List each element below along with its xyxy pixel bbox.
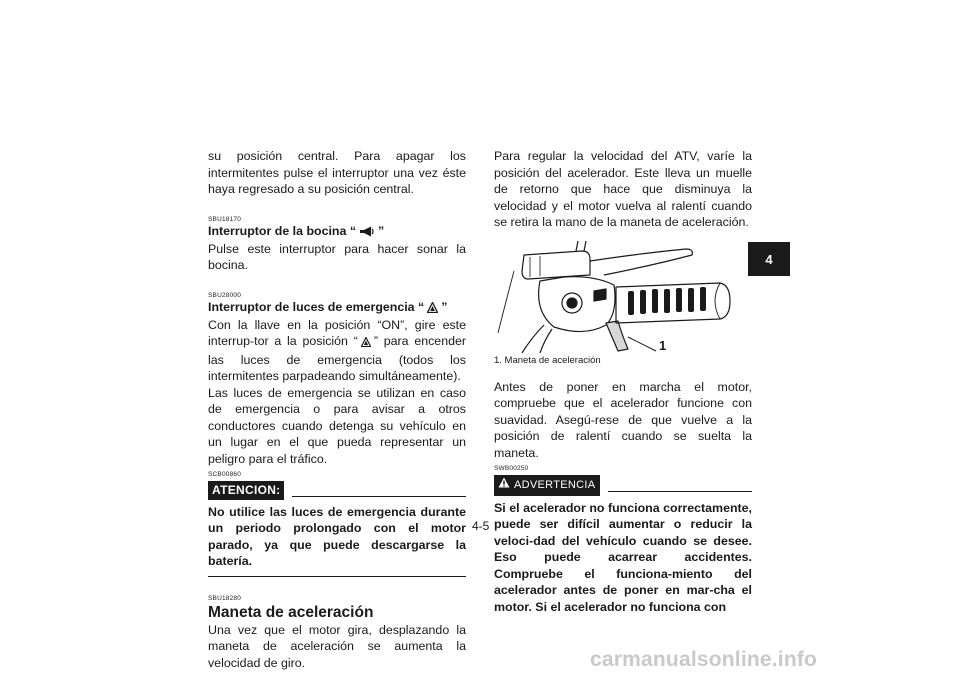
warning-triangle-icon	[498, 477, 510, 494]
caution-label: ATENCION:	[208, 481, 284, 500]
heading-text: Interruptor de luces de emergencia “	[208, 299, 425, 314]
hazard-text-a: Con la llave en la posición “ON”, gire este interrup-tor a la posición “	[208, 317, 466, 348]
intermitentes-paragraph: su posición central. Para apagar los intermitentes pulse el interruptor una vez éste haya regresado a su posición central.	[208, 149, 466, 196]
warning-text: Si el acelerador no funciona correctamente, puede ser difícil aumentar o reducir la veloci-dad del vehículo cuando se desee. Eso puede acarrear accidentes. Compruebe el funciona-miento del acelerador antes de poner en mar-cha el motor. Si el acelerador no funciona con	[494, 500, 752, 614]
caution-rule	[292, 484, 466, 497]
hazard-text-b: ” para encender las luces de emergencia (todos los intermitentes parpadeando simultáneamente).	[208, 334, 466, 383]
throttle-lever-illustration	[494, 241, 752, 353]
warning-rule	[608, 479, 752, 492]
page-number: 4-5	[472, 519, 490, 533]
heading-text: Interruptor de la bocina “	[208, 223, 357, 238]
section-code: SWB00250	[494, 465, 529, 472]
throttle-paragraph: Una vez que el motor gira, desplazando la maneta de aceleración se aumenta la velocidad de giro.	[208, 622, 466, 670]
throttle-heading: Maneta de aceleración	[208, 603, 374, 621]
hazard-switch-heading	[208, 300, 466, 317]
section-code: SBU18280	[208, 594, 242, 602]
caution-header	[208, 481, 466, 500]
horn-switch-heading	[208, 224, 466, 241]
right-column	[494, 148, 752, 615]
hazard-triangle-icon	[361, 335, 371, 352]
caution-end-rule	[208, 576, 466, 577]
throttle-regulation-paragraph: Para regular la velocidad del ATV, varíe la posición del acelerador. Este lleva un muelle de retorno que hace que disminuya la velocidad y el motor vuelva al ralentí cuando se retira la mano de la maneta de aceleración.	[494, 149, 752, 229]
caution-text: No utilice las luces de emergencia durante un periodo prolongado con el motor parado, ya que puede descargarse la batería.	[208, 504, 466, 568]
warning-label	[494, 475, 600, 496]
warning-label-text: ADVERTENCIA	[514, 479, 596, 491]
section-code: SCB00860	[208, 471, 242, 478]
heading-text: ”	[378, 223, 385, 238]
chapter-tab: 4	[748, 242, 790, 276]
handlebar-drawing	[494, 241, 752, 353]
warning-header	[494, 475, 752, 496]
left-column	[208, 148, 466, 671]
section-code: SBU18170	[208, 215, 242, 223]
horn-paragraph: Pulse este interruptor para hacer sonar la bocina.	[208, 241, 466, 272]
hazard-paragraph	[208, 317, 466, 385]
throttle-check-paragraph: Antes de poner en marcha el motor, compruebe que el acelerador funcione con suavidad. Asegú-rese de que vuelve a la posición de ralentí cuando se suelta la maneta.	[494, 379, 752, 460]
heading-text: ”	[441, 299, 448, 314]
horn-icon	[359, 226, 375, 241]
section-code: SBU28000	[208, 291, 242, 299]
hazard-usage-paragraph: Las luces de emergencia se utilizan en caso de emergencia o para avisar a otros conductores cuando detenga su vehículo en un lugar en el que pueda representar un peligro para el tráfico.	[208, 385, 466, 466]
figure-callout: 1	[659, 337, 667, 353]
watermark: carmanualsonline.info	[590, 648, 818, 671]
hazard-triangle-icon	[427, 302, 438, 317]
figure-caption: 1. Maneta de aceleración	[494, 354, 601, 366]
